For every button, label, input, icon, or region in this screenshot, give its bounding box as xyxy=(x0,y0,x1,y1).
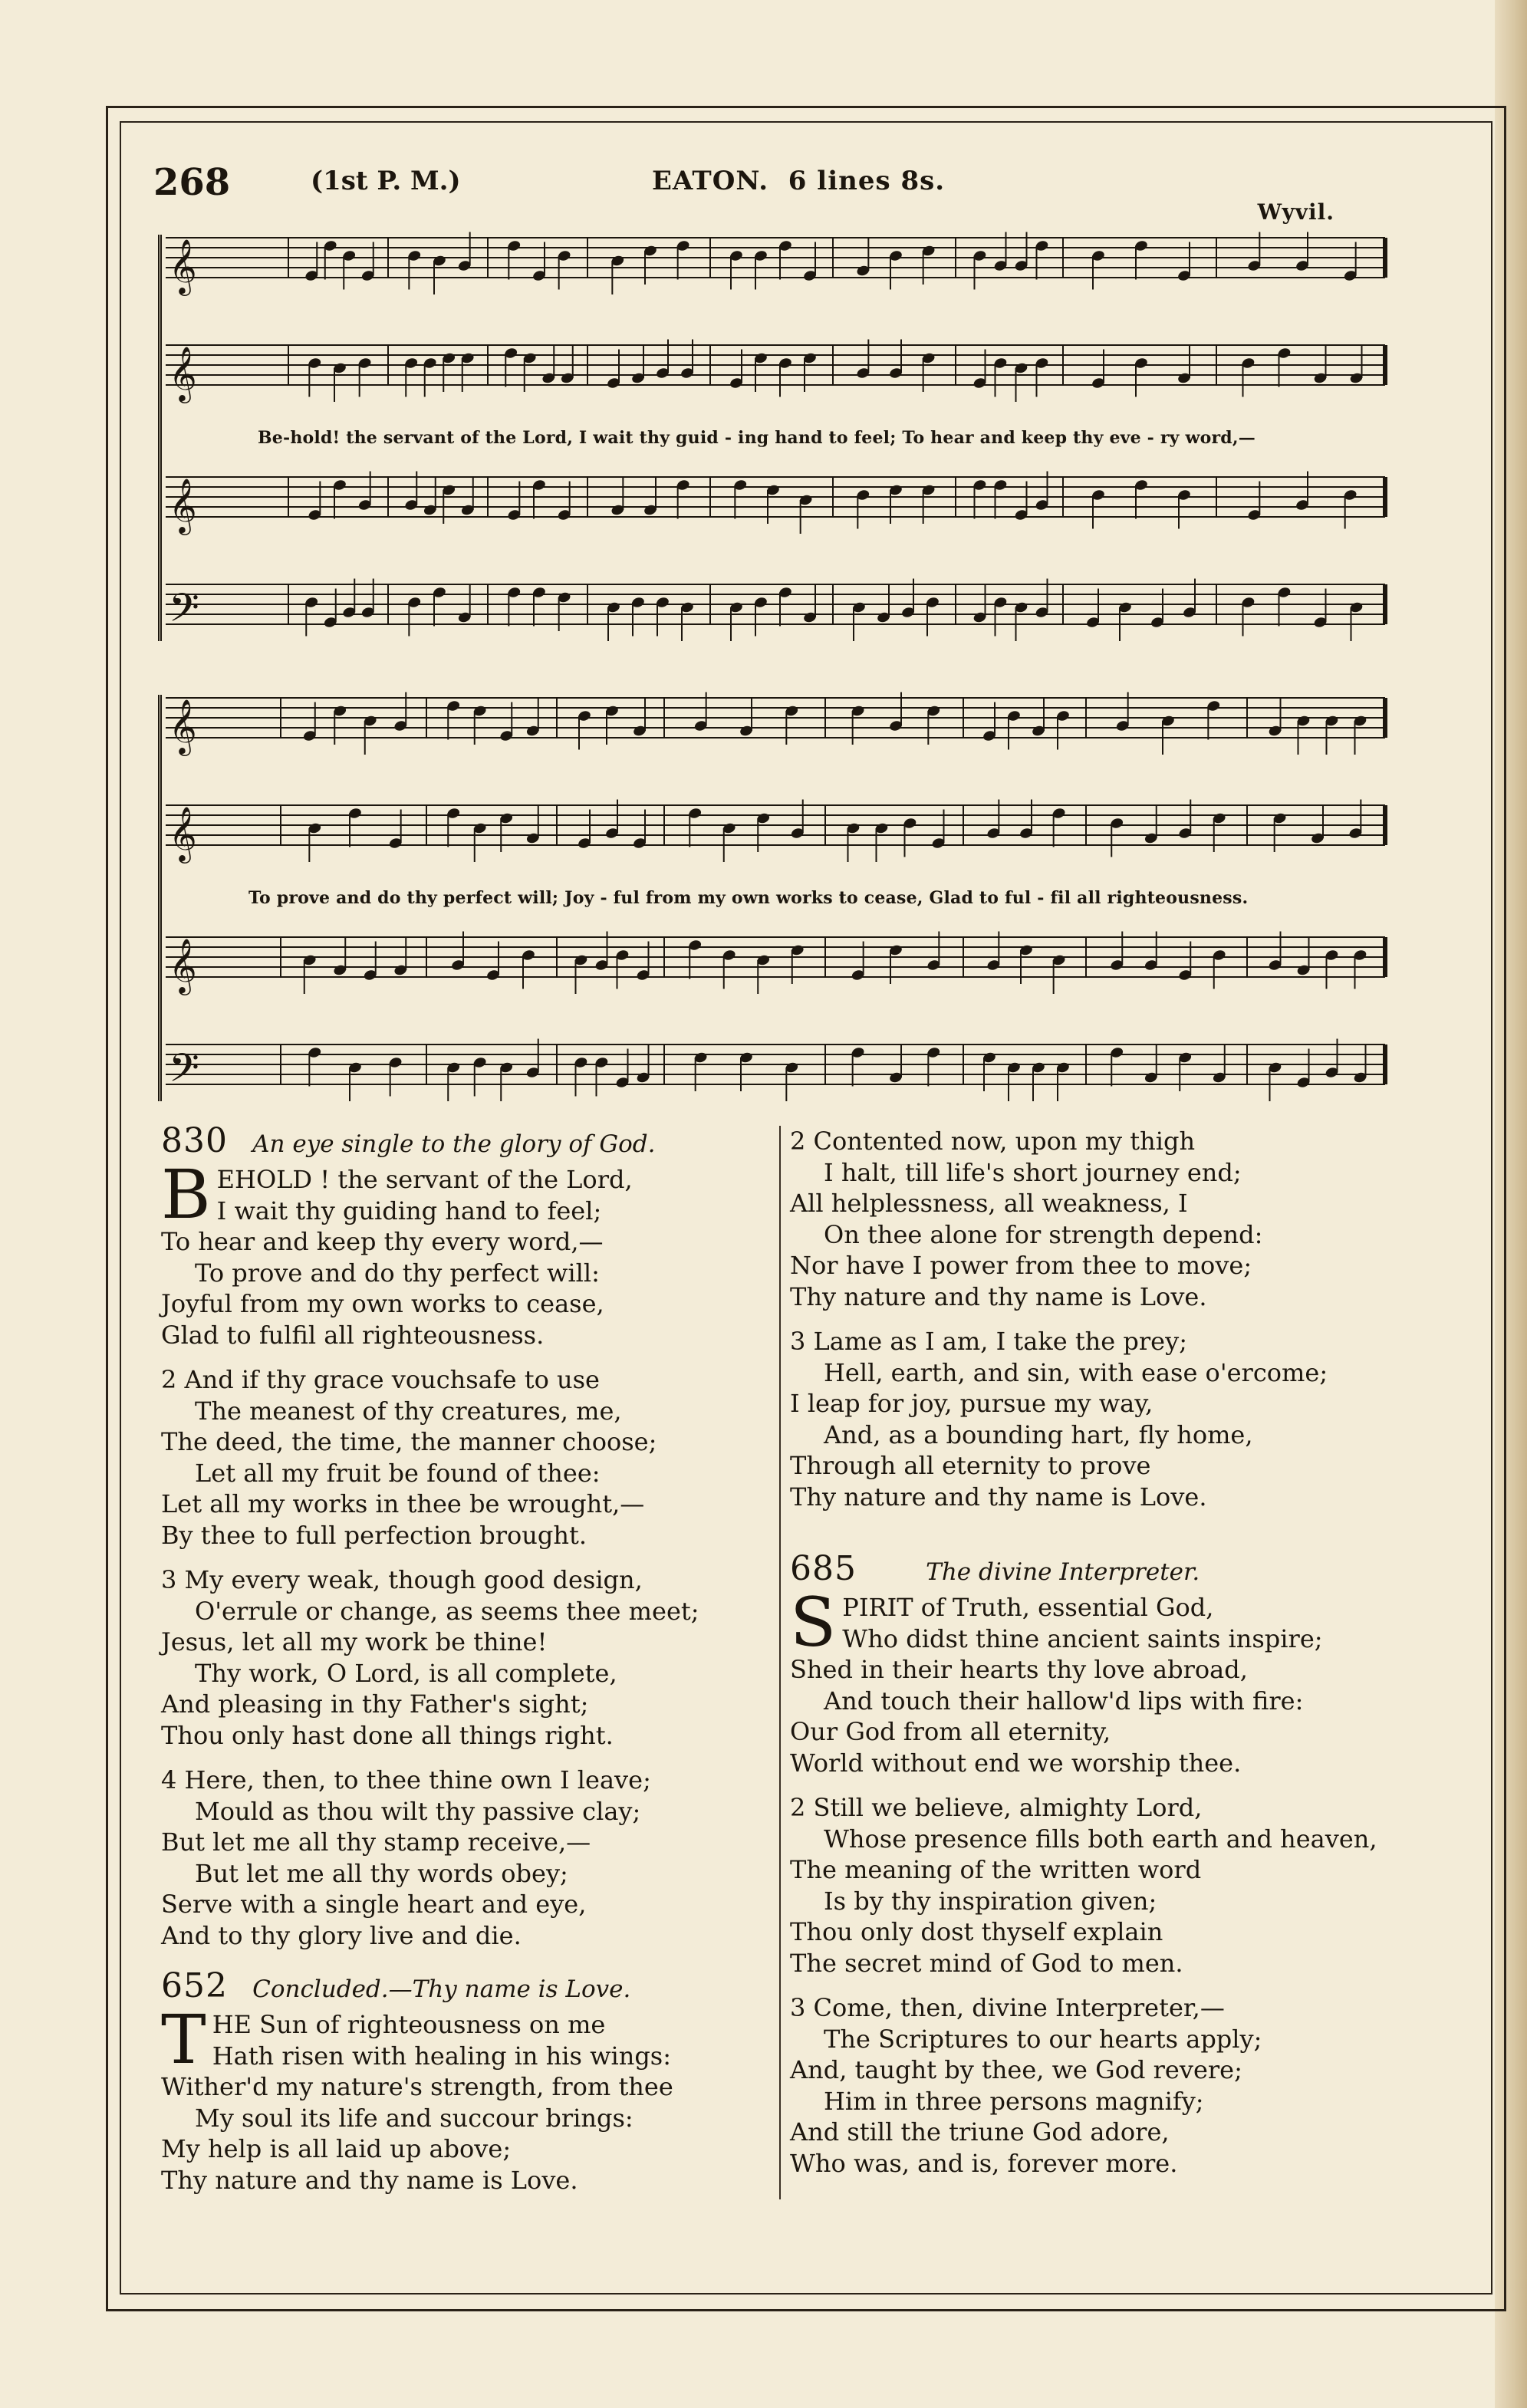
verse-line: Shed in their hearts thy love abroad, xyxy=(790,1655,1248,1684)
treble-clef: 𝄞 xyxy=(169,238,197,294)
drop-cap: S xyxy=(790,1583,837,1662)
verse-line: The meanest of thy creatures, me, xyxy=(195,1396,622,1426)
meter-label: (1st P. M.) xyxy=(311,166,461,196)
right-column xyxy=(790,1126,1411,2193)
drop-cap: T xyxy=(161,2000,206,2079)
verse-line: Let all my fruit be found of thee: xyxy=(195,1458,601,1488)
verse-line: Serve with a single heart and eye, xyxy=(161,1890,587,1919)
verse-line: By thee to full perfection brought. xyxy=(161,1520,587,1550)
verse-line: PIRIT of Truth, essential God, xyxy=(842,1593,1214,1622)
verse-line: I leap for joy, pursue my way, xyxy=(790,1389,1153,1418)
stanza xyxy=(790,1792,1411,1979)
verse-line: And, taught by thee, we God revere; xyxy=(790,2055,1242,2084)
verse-line: And pleasing in thy Father's sight; xyxy=(161,1689,589,1719)
verse-line: Our God from all eternity, xyxy=(790,1717,1111,1746)
verse-line: The meaning of the written word xyxy=(790,1855,1202,1884)
stanza xyxy=(161,1765,767,1951)
verse-line: Jesus, let all my work be thine! xyxy=(161,1627,548,1656)
verse-line: Thy nature and thy name is Love. xyxy=(790,1281,1207,1311)
verse-line: Nor have I power from thee to move; xyxy=(790,1251,1252,1280)
verse-line: 4 Here, then, to thee thine own I leave; xyxy=(161,1765,651,1794)
verse-line: And still the triune God adore, xyxy=(790,2117,1170,2146)
verse-line: World without end we worship thee. xyxy=(790,1748,1242,1778)
verse-line: 2 Contented now, upon my thigh xyxy=(790,1127,1196,1156)
hymn-number: 652 xyxy=(161,1966,228,2005)
verse-line: I wait thy guiding hand to feel; xyxy=(216,1196,602,1225)
verse-line: And touch their hallow'd lips with fire: xyxy=(824,1686,1304,1716)
verse-line: 3 Lame as I am, I take the prey; xyxy=(790,1327,1187,1356)
hymn-number: 685 xyxy=(790,1549,857,1588)
treble-clef: 𝄞 xyxy=(169,937,197,993)
verse-line: And to thy glory live and die. xyxy=(161,1920,522,1950)
hymn-830 xyxy=(161,1121,767,1951)
verse-line: Who was, and is, forever more. xyxy=(790,2148,1178,2178)
verse-line: To hear and keep thy every word,— xyxy=(161,1227,604,1256)
stanza xyxy=(790,1126,1411,1312)
verse-line: But let me all thy stamp receive,— xyxy=(161,1827,591,1857)
composer-name: Wyvil. xyxy=(1257,199,1334,225)
verse-line: Hell, earth, and sin, with ease o'ercome; xyxy=(824,1357,1328,1387)
treble-clef: 𝄞 xyxy=(169,345,197,401)
stanza xyxy=(161,1155,767,1350)
tune-title: EATON. xyxy=(652,166,769,196)
staves-group-1 xyxy=(158,235,161,641)
hymn-652-continued xyxy=(790,1126,1411,1512)
drop-cap: B xyxy=(161,1155,211,1234)
music-system-1 xyxy=(158,227,1393,649)
hymn-title: The divine Interpreter. xyxy=(926,1558,1200,1586)
verse-line: Glad to fulfil all righteousness. xyxy=(161,1320,545,1350)
hymn-652 xyxy=(161,1966,767,2196)
verse-line: Thou only dost thyself explain xyxy=(790,1917,1163,1946)
hymn-header xyxy=(161,1121,767,1164)
verse-line: And, as a bounding hart, fly home, xyxy=(824,1419,1253,1449)
verse-line: Through all eternity to prove xyxy=(790,1451,1151,1480)
verse-line: All helplessness, all weakness, I xyxy=(790,1189,1188,1218)
tune-meter: 6 lines 8s. xyxy=(788,166,946,196)
verse-line: My help is all laid up above; xyxy=(161,2134,512,2163)
verse-line: 3 My every weak, though good design, xyxy=(161,1565,643,1594)
verse-line: My soul its life and succour brings: xyxy=(195,2103,634,2133)
verse-line: Thy nature and thy name is Love. xyxy=(161,2165,578,2195)
verse-line: I halt, till life's short journey end; xyxy=(824,1157,1242,1187)
tune-name xyxy=(652,166,945,196)
verse-line: 2 And if thy grace vouchsafe to use xyxy=(161,1365,600,1394)
verse-line: Mould as thou wilt thy passive clay; xyxy=(195,1796,641,1826)
music-system-2 xyxy=(158,687,1393,1109)
verse-line: Him in three persons magnify; xyxy=(824,2086,1204,2116)
treble-clef: 𝄞 xyxy=(169,805,197,861)
verse-line: O'errule or change, as seems thee meet; xyxy=(195,1596,699,1626)
verse-line: The secret mind of God to men. xyxy=(790,1948,1183,1978)
verse-line: Thy nature and thy name is Love. xyxy=(790,1482,1207,1512)
verse-line: Hath risen with healing in his wings: xyxy=(212,2041,671,2071)
stanza xyxy=(161,2000,767,2196)
verse-line: Thy work, O Lord, is all complete, xyxy=(195,1658,617,1688)
verse-line: The deed, the time, the manner choose; xyxy=(161,1427,657,1456)
verse-line: But let me all thy words obey; xyxy=(195,1858,568,1888)
hymn-685 xyxy=(790,1549,1411,2179)
verse-line: EHOLD ! the servant of the Lord, xyxy=(216,1165,633,1194)
hymn-header xyxy=(790,1549,1411,1592)
stanza xyxy=(790,1583,1411,1778)
verse-line: To prove and do thy perfect will: xyxy=(195,1258,600,1288)
verse-line: Who didst thine ancient saints inspire; xyxy=(842,1623,1323,1653)
stanza xyxy=(790,1992,1411,2179)
verse-line: Thou only hast done all things right. xyxy=(161,1720,614,1750)
verse-line: HE Sun of righteousness on me xyxy=(212,2010,606,2039)
stanza xyxy=(790,1326,1411,1512)
verse-line: Let all my works in thee be wrought,— xyxy=(161,1489,645,1518)
column-divider xyxy=(779,1126,781,2199)
bass-clef: 𝄢 xyxy=(169,584,199,640)
page-header xyxy=(153,161,1350,225)
left-column xyxy=(161,1121,767,2209)
lyrics-system-2: To prove and do thy perfect will; Joy - ful from my own works to cease, Glad to ful - fil all righteousness. xyxy=(248,888,1249,908)
verse-line: Joyful from my own works to cease, xyxy=(161,1289,604,1318)
verse-line: 2 Still we believe, almighty Lord, xyxy=(790,1793,1203,1822)
staves-group-2 xyxy=(158,695,161,1101)
hymn-title: An eye single to the glory of God. xyxy=(252,1130,656,1158)
verse-line: The Scriptures to our hearts apply; xyxy=(824,2024,1262,2054)
stanza xyxy=(161,1564,767,1751)
hymn-number: 830 xyxy=(161,1121,228,1160)
hymn-header xyxy=(161,1966,767,2009)
verse-line: Is by thy inspiration given; xyxy=(824,1886,1157,1916)
page-number: 268 xyxy=(153,161,231,204)
treble-clef: 𝄞 xyxy=(169,698,197,754)
verse-line: On thee alone for strength depend: xyxy=(824,1219,1263,1249)
verse-line: 3 Come, then, divine Interpreter,— xyxy=(790,1993,1225,2022)
verse-line: Wither'd my nature's strength, from thee xyxy=(161,2072,673,2101)
bass-clef: 𝄢 xyxy=(169,1044,199,1100)
treble-clef: 𝄞 xyxy=(169,477,197,533)
lyrics-system-1: Be-hold! the servant of the Lord, I wait thy guid - ing hand to feel; To hear and keep thy eve - ry word,— xyxy=(258,428,1255,448)
stanza xyxy=(161,1364,767,1551)
hymn-title: Concluded.—Thy name is Love. xyxy=(252,1975,631,2003)
verse-line: Whose presence fills both earth and heaven, xyxy=(824,1824,1377,1854)
